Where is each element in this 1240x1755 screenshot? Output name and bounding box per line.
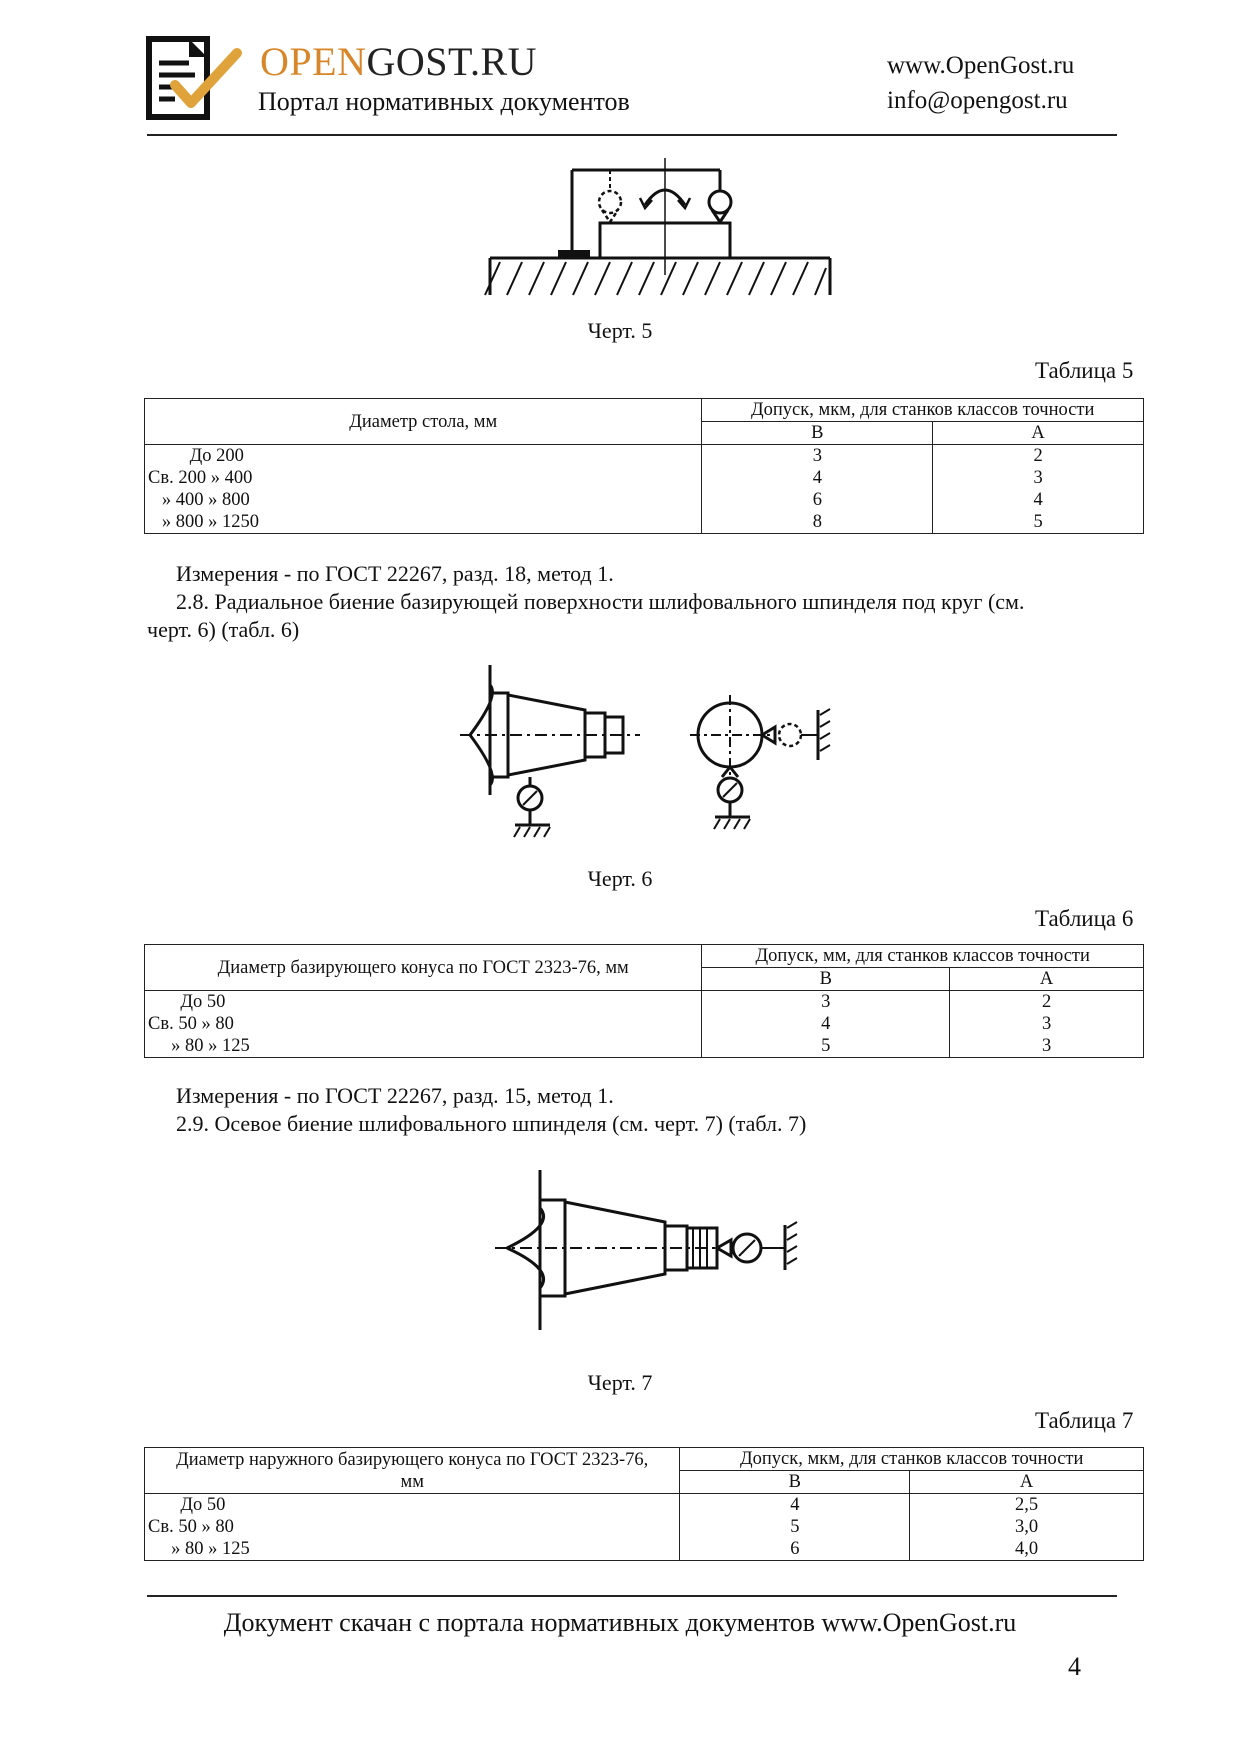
figure-6-caption: Черт. 6 bbox=[587, 866, 653, 891]
item-2-8-line1: 2.8. Радиальное биение базирующей поверхности шлифовального шпинделя под круг (см. bbox=[176, 589, 1025, 614]
table-row: До 50 4 2,5 bbox=[145, 1494, 1144, 1517]
measurement-note-2: Измерения - по ГОСТ 22267, разд. 15, метод 1. bbox=[176, 1083, 614, 1108]
table-row: Св. 200 » 400 4 3 bbox=[145, 467, 1144, 489]
table-row: » 80 » 125 6 4,0 bbox=[145, 1538, 1144, 1561]
table-row: » 80 » 125 5 3 bbox=[145, 1035, 1144, 1058]
table-6-group-header: Допуск, мм, для станков классов точности bbox=[702, 945, 1144, 968]
table-7 bbox=[144, 1447, 1144, 1561]
table-row: » 800 » 1250 8 5 bbox=[145, 511, 1144, 534]
table-5-title: Таблица 5 bbox=[1035, 358, 1134, 383]
figure-6-drawing bbox=[460, 665, 840, 845]
table-7-group-header: Допуск, мкм, для станков классов точности bbox=[680, 1448, 1144, 1471]
table-7-title: Таблица 7 bbox=[1035, 1408, 1134, 1433]
table-6-class-a: А bbox=[950, 968, 1144, 991]
header-divider bbox=[147, 134, 1117, 136]
table-row: Св. 50 » 80 5 3,0 bbox=[145, 1516, 1144, 1538]
logo-icon bbox=[145, 35, 245, 123]
logo-open: OPEN bbox=[260, 39, 367, 84]
site-subtitle: Портал нормативных документов bbox=[258, 87, 630, 116]
email-link[interactable]: info@opengost.ru bbox=[887, 87, 1068, 114]
table-6-col1-header: Диаметр базирующего конуса по ГОСТ 2323-76, мм bbox=[145, 945, 702, 991]
site-logo-text bbox=[260, 39, 538, 84]
table-row: До 200 3 2 bbox=[145, 445, 1144, 468]
table-5-class-b: В bbox=[702, 422, 933, 445]
item-2-9: 2.9. Осевое биение шлифовального шпинделя (см. черт. 7) (табл. 7) bbox=[176, 1111, 807, 1136]
table-6 bbox=[144, 944, 1144, 1058]
table-7-col1-header-line1: Диаметр наружного базирующего конуса по ГОСТ 2323-76, bbox=[176, 1449, 649, 1470]
figure-7-caption: Черт. 7 bbox=[587, 1370, 653, 1395]
table-5 bbox=[144, 398, 1144, 534]
table-row: До 50 3 2 bbox=[145, 991, 1144, 1014]
measurement-note-1: Измерения - по ГОСТ 22267, разд. 18, метод 1. bbox=[176, 561, 614, 586]
table-7-col1-header-line2: мм bbox=[400, 1471, 424, 1492]
logo-gost: GOST.RU bbox=[366, 39, 538, 84]
figure-5-caption: Черт. 5 bbox=[587, 318, 653, 343]
table-7-class-b: В bbox=[680, 1471, 910, 1494]
table-5-col1-header: Диаметр стола, мм bbox=[145, 399, 702, 445]
table-6-class-b: В bbox=[702, 968, 950, 991]
website-link[interactable]: www.OpenGost.ru bbox=[887, 52, 1075, 79]
table-row: Св. 50 » 80 4 3 bbox=[145, 1013, 1144, 1035]
footer-text: Документ скачан с портала нормативных документов www.OpenGost.ru bbox=[223, 1608, 1017, 1637]
figure-7-drawing bbox=[495, 1170, 815, 1330]
footer-divider bbox=[147, 1595, 1117, 1597]
table-7-col1-header bbox=[145, 1448, 680, 1494]
item-2-8-line2: черт. 6) (табл. 6) bbox=[147, 617, 300, 642]
table-5-group-header: Допуск, мкм, для станков классов точности bbox=[702, 399, 1144, 422]
figure-5-drawing bbox=[480, 150, 840, 300]
table-7-class-a: А bbox=[910, 1471, 1144, 1494]
page-number: 4 bbox=[1068, 1652, 1081, 1681]
table-5-class-a: А bbox=[933, 422, 1144, 445]
table-6-title: Таблица 6 bbox=[1035, 906, 1134, 931]
table-row: » 400 » 800 6 4 bbox=[145, 489, 1144, 511]
